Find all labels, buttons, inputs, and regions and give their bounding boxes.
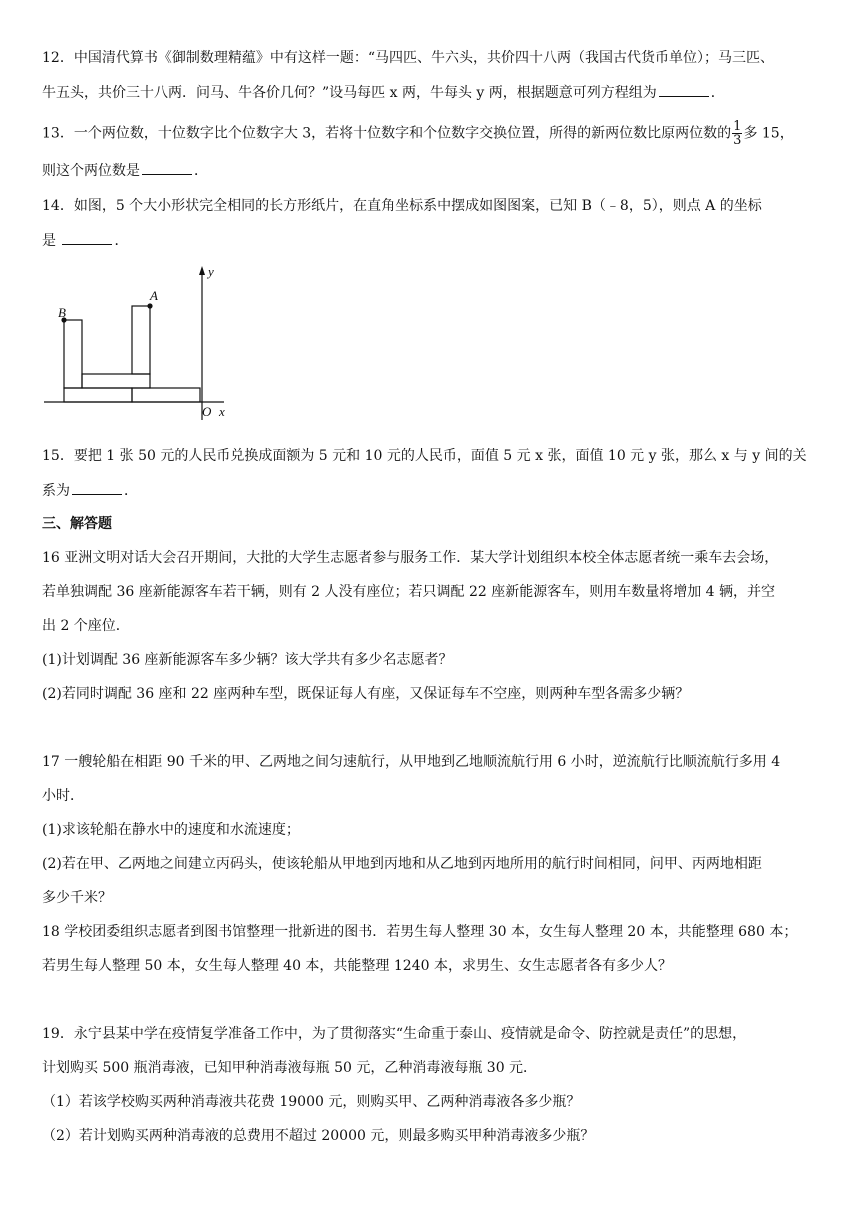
q15-line2 (42, 480, 138, 501)
q13-text-b: 多 15， (743, 125, 794, 142)
q16-part2: (2)若同时调配 36 座和 22 座两种车型，既保证每人有座，又保证每车不空座，则两种车型各需多少辆？ (42, 686, 690, 702)
section-heading: 三、解答题 (42, 516, 112, 532)
rect-right-vertical (132, 306, 150, 374)
q13-line2 (42, 160, 208, 181)
label-x: x (219, 404, 225, 419)
q14-text2: 是 (42, 233, 61, 249)
q16-line3: 出 2 个座位． (42, 618, 130, 634)
q18-line1: 18 学校团委组织志愿者到图书馆整理一批新进的图书．若男生每人整理 30 本，女生每人整理 20 本，共能整理 680 本； (42, 924, 798, 940)
q14-line2 (42, 230, 128, 251)
answer-blank (72, 480, 122, 495)
label-b: B (58, 305, 66, 320)
label-a: A (150, 288, 158, 303)
q12-line2 (42, 82, 725, 103)
q15-text2: 系为 (42, 483, 70, 499)
q12-line1: 12．中国清代算书《御制数理精蕴》中有这样一题：“马四匹、牛六头，共价四十八两（我国古代货币单位）；马三匹、 (42, 50, 774, 66)
q15-line1: 15．要把 1 张 50 元的人民币兑换成面额为 5 元和 10 元的人民币，面值 5 元 x 张，面值 10 元 y 张，那么 x 与 y 间的关 (42, 448, 807, 464)
q17-line2: 小时． (42, 788, 84, 804)
answer-blank (659, 82, 709, 97)
q18-line2: 若男生每人整理 50 本，女生每人整理 40 本，共能整理 1240 本，求男生、女生志愿者各有多少人？ (42, 958, 672, 974)
q19-line1: 19．永宁县某中学在疫情复学准备工作中，为了贯彻落实“生命重于泰山、疫情就是命令、防控就是责任”的思想， (42, 1026, 747, 1042)
q13-text2: 则这个两位数是 (42, 163, 140, 179)
q15-end: ． (124, 483, 138, 499)
fraction-denominator: 3 (733, 133, 742, 148)
rectangles (64, 306, 200, 402)
q14-line1: 14．如图，5 个大小形状完全相同的长方形纸片，在直角坐标系中摆成如图图案，已知 B（﹣8，5），则点 A 的坐标 (42, 198, 762, 214)
q19-part1: （1）若该学校购买两种消毒液共花费 19000 元，则购买甲、乙两种消毒液各多少瓶？ (42, 1094, 581, 1110)
rect-left-vertical (64, 320, 82, 388)
label-origin: O (202, 404, 212, 419)
rect-middle (82, 374, 150, 388)
q16-line2: 若单独调配 36 座新能源客车若干辆，则有 2 人没有座位；若只调配 22 座新能源客车，则用车数量将增加 4 辆，并空 (42, 584, 776, 600)
q19-line2: 计划购买 500 瓶消毒液，已知甲种消毒液每瓶 50 元，乙种消毒液每瓶 30 元． (42, 1060, 538, 1076)
coordinate-figure (42, 262, 242, 424)
fraction (732, 120, 742, 147)
q17-part2-line1: (2)若在甲、乙两地之间建立丙码头，使该轮船从甲地到丙地和从乙地到丙地所用的航行时间相同，问甲、丙两地相距 (42, 856, 762, 872)
q17-part2-line2: 多少千米？ (42, 890, 112, 906)
rect-bottom-left (64, 388, 132, 402)
point-a (147, 303, 152, 308)
answer-blank (142, 160, 192, 175)
q17-part1: (1)求该轮船在静水中的速度和水流速度； (42, 822, 300, 838)
q19-part2: （2）若计划购买两种消毒液的总费用不超过 20000 元，则最多购买甲种消毒液多少瓶？ (42, 1128, 595, 1144)
q13-line1 (42, 120, 794, 147)
q13-text: 13．一个两位数，十位数字比个位数字大 3，若将十位数字和个位数字交换位置，所得的新两位数比原两位数的 (42, 125, 732, 142)
fraction-numerator: 1 (733, 119, 742, 134)
answer-blank (62, 230, 112, 245)
q13-end: ． (194, 163, 208, 179)
q17-line1: 17 一艘轮船在相距 90 千米的甲、乙两地之间匀速航行，从甲地到乙地顺流航行用 6 小时，逆流航行比顺流航行多用 4 (42, 754, 781, 770)
rect-bottom-right (132, 388, 200, 402)
q14-end: ． (114, 233, 129, 249)
label-y: y (208, 264, 214, 279)
q16-line1: 16 亚洲文明对话大会召开期间，大批的大学生志愿者参与服务工作．某大学计划组织本校全体志愿者统一乘车去会场， (42, 550, 779, 566)
q16-part1: (1)计划调配 36 座新能源客车多少辆？该大学共有多少名志愿者？ (42, 652, 453, 668)
q12-text: 牛五头，共价三十八两．问马、牛各价几何？”设马每匹 x 两，牛每头 y 两，根据题意可列方程组为 (42, 85, 657, 101)
q12-end: ． (710, 85, 725, 101)
y-axis-arrow (199, 266, 205, 275)
